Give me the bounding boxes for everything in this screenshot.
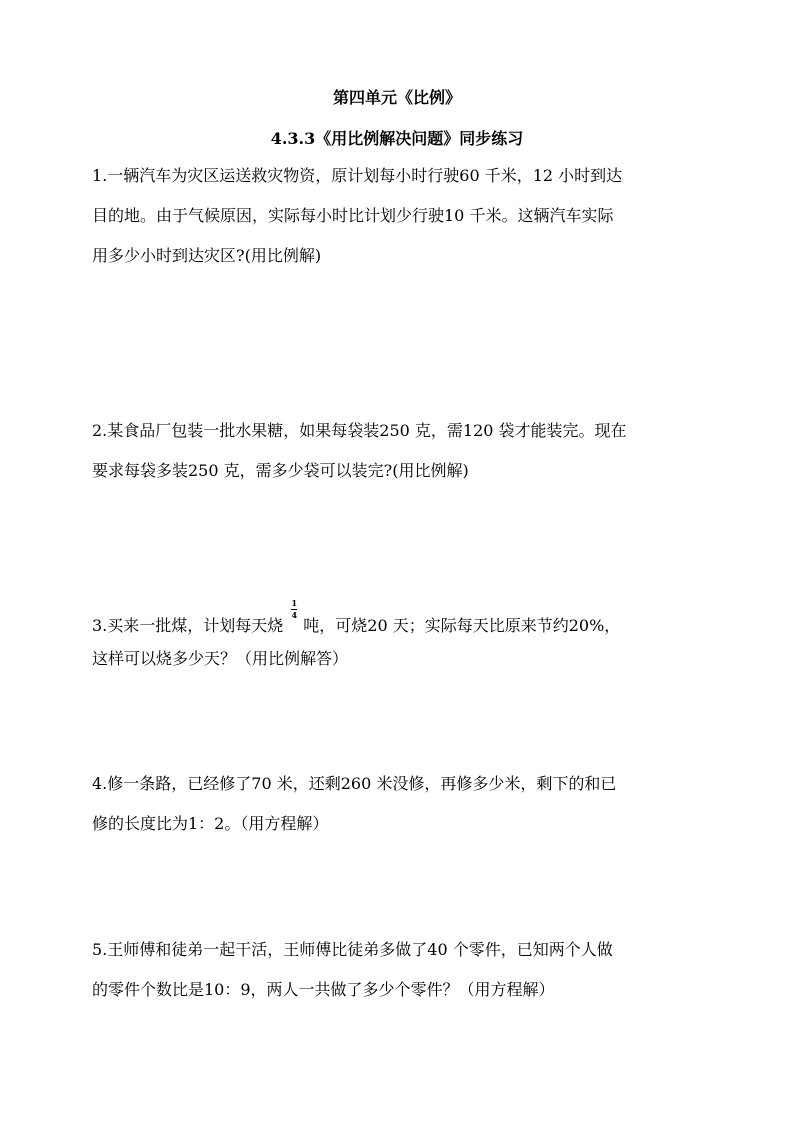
problem-5 (92, 930, 712, 1010)
fraction-denominator: 4 (291, 610, 298, 620)
problem-2 (92, 411, 712, 491)
problem-3-text-before-fraction: 3.买来一批煤，计划每天烧 (92, 616, 284, 635)
problem-3-text-after-fraction: 吨，可烧20 天；实际每天比原来节约20%， (303, 616, 621, 635)
problem-3 (92, 599, 712, 679)
unit-title: 第四单元《比例》 (332, 88, 461, 107)
problem-4-line-1: 4.修一条路，已经修了70 米，还剩260 米没修，再修多少米，剩下的和已 (92, 774, 617, 793)
problem-3-line-2: 这样可以烧多少天？（用比例解答） (92, 649, 349, 668)
problem-1 (92, 156, 712, 276)
fraction-one-quarter (289, 599, 299, 621)
problem-1-line-1: 1.一辆汽车为灾区运送救灾物资，原计划每小时行驶60 千米，12 小时到达 (92, 166, 623, 185)
problem-5-line-2: 的零件个数比是10：9，两人一共做了多少个零件？（用方程解） (92, 980, 555, 999)
problem-4-line-2: 修的长度比为1：2。（用方程解） (92, 814, 329, 833)
problem-3-line-1 (92, 599, 712, 639)
problem-4 (92, 764, 712, 844)
problem-1-line-2: 目的地。由于气候原因，实际每小时比计划少行驶10 千米。这辆汽车实际 (92, 206, 614, 225)
problem-2-line-2: 要求每袋多装250 克，需多少袋可以装完?(用比例解) (92, 461, 469, 480)
fraction-numerator: 1 (291, 598, 298, 608)
lesson-title: 4.3.3《用比例解决问题》同步练习 (270, 129, 524, 148)
problem-1-line-3: 用多少小时到达灾区?(用比例解) (92, 246, 322, 265)
problem-2-line-1: 2.某食品厂包装一批水果糖，如果每袋装250 克，需120 袋才能装完。现在 (92, 421, 627, 440)
problem-5-line-1: 5.王师傅和徒弟一起干活，王师傅比徒弟多做了40 个零件，已知两个人做 (92, 940, 613, 959)
